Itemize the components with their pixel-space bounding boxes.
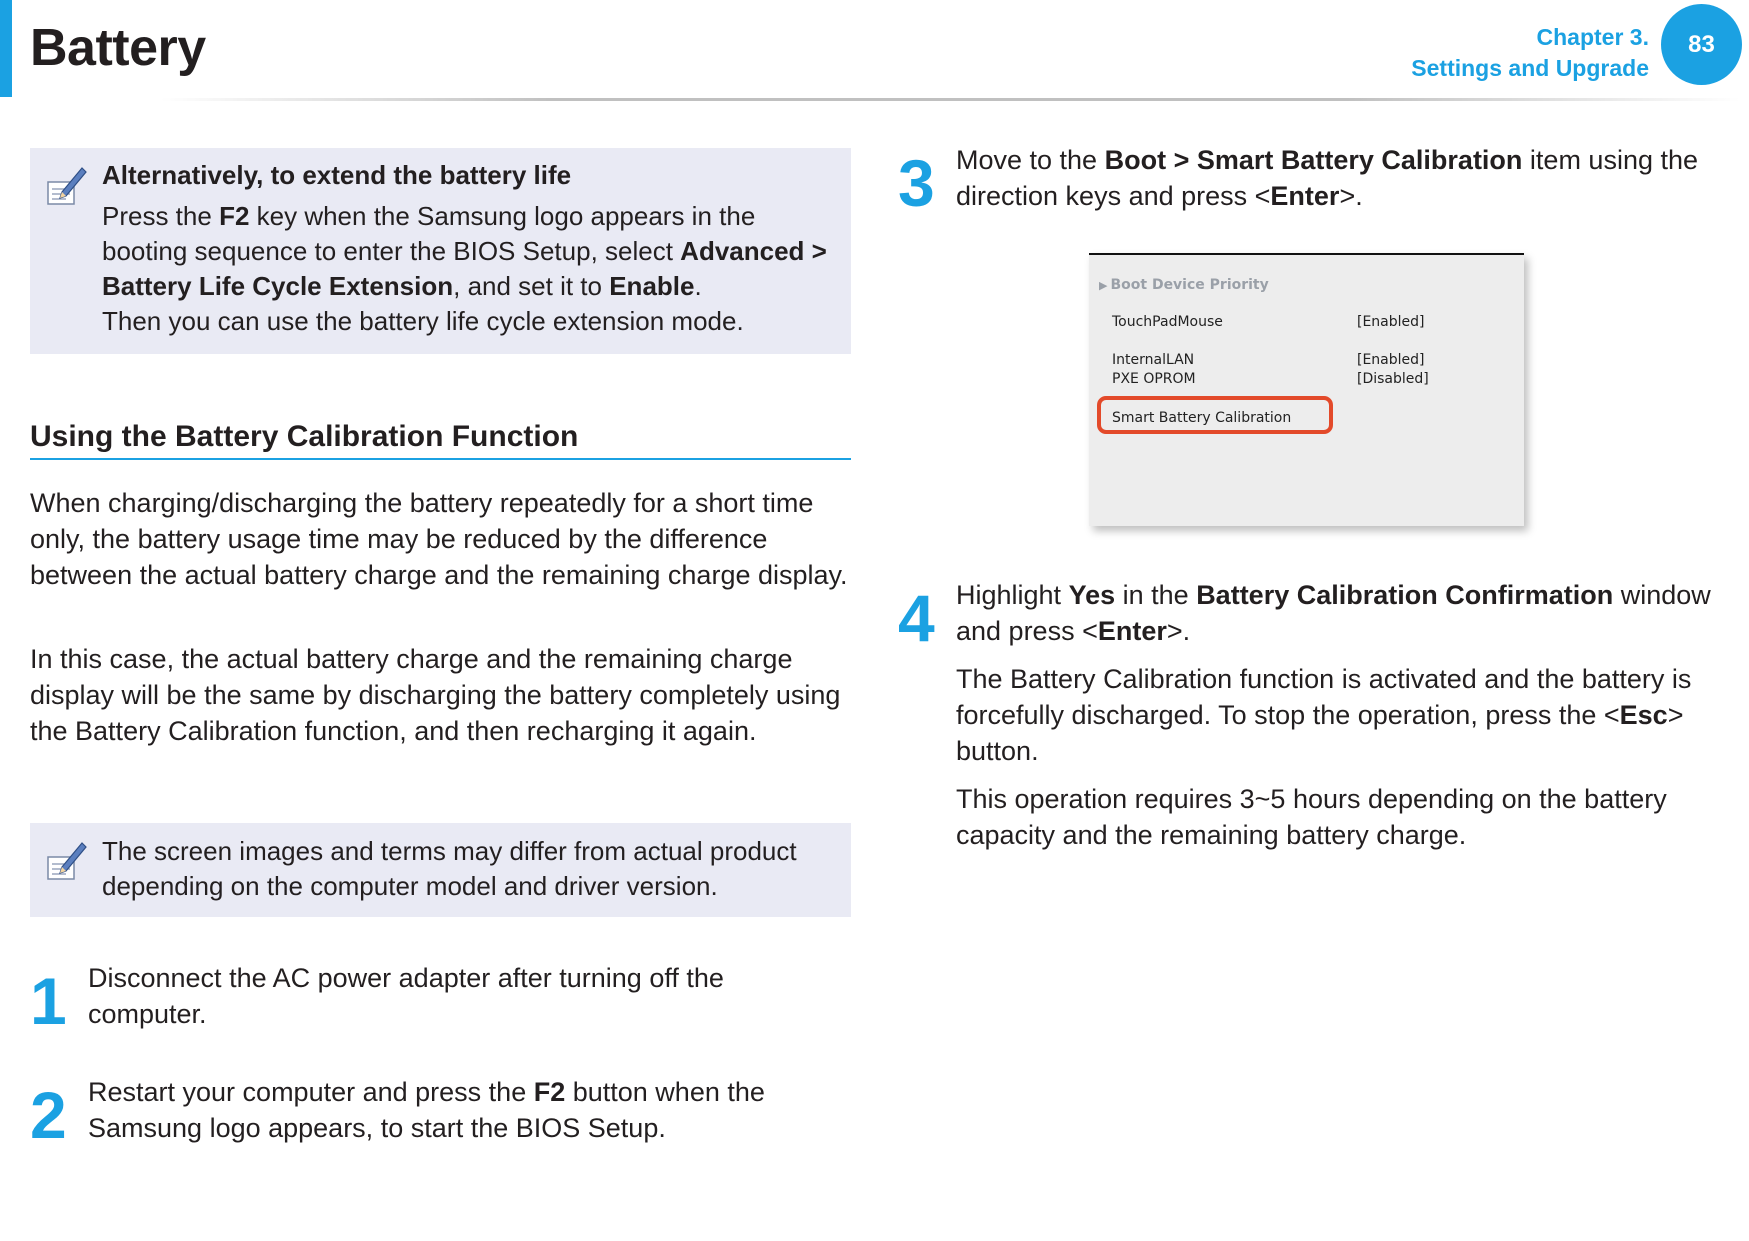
bios-smart-battery-calibration-item[interactable]: Smart Battery Calibration (1112, 410, 1292, 426)
page-title: Battery (30, 19, 206, 77)
tip-note-text-2: Then you can use the battery life cycle extension mode. (102, 306, 744, 336)
chapter-name: Settings and Upgrade (1411, 55, 1649, 81)
bios-row-label: TouchPadMouse (1112, 314, 1223, 330)
step-number: 4 (898, 581, 935, 655)
bios-row-value: [Enabled] (1357, 314, 1425, 330)
header-accent-bar (0, 0, 12, 97)
tip-note-content (102, 158, 831, 339)
step-text (956, 577, 1736, 865)
disclaimer-note-text: The screen images and terms may differ from actual product depending on the computer model and driver version. (102, 836, 797, 901)
chapter-number: Chapter 3. (1536, 24, 1649, 50)
step-4-description: The Battery Calibration function is activated and the battery is forcefully discharged. To stop the operation, press the <Esc> button. (956, 664, 1692, 766)
section-paragraph-2: In this case, the actual battery charge and the remaining charge display will be the same by discharging the battery completely using the Battery Calibration function, and then recharging it again. (30, 644, 841, 746)
bios-row-value: [Disabled] (1357, 371, 1429, 387)
section-paragraph-1: When charging/discharging the battery repeatedly for a short time only, the battery usage time may be reduced by the difference between the actual battery charge and the remaining charge display. (30, 488, 848, 590)
header-divider (160, 98, 1740, 101)
step-4-duration-note: This operation requires 3~5 hours depending on the battery capacity and the remaining battery charge. (956, 784, 1667, 850)
page-number-badge: 83 (1661, 4, 1742, 85)
bios-row-label: InternalLAN (1112, 352, 1195, 368)
triangle-right-icon: ▶ (1099, 279, 1108, 292)
step-text: Disconnect the AC power adapter after turning off the computer. (88, 963, 724, 1029)
section-heading: Using the Battery Calibration Function (30, 420, 851, 460)
step-4-instruction: Highlight Yes in the Battery Calibration Confirmation window and press <Enter>. (956, 580, 1711, 646)
bios-screenshot (1089, 253, 1524, 526)
step-number: 3 (898, 146, 935, 220)
bios-row-label: PXE OPROM (1112, 371, 1196, 387)
step-number: 1 (30, 964, 67, 1038)
pencil-note-icon (44, 162, 88, 208)
step-text: Move to the Boot > Smart Battery Calibration item using the direction keys and press <Enter>. (956, 145, 1699, 211)
tip-note-box (30, 148, 851, 354)
bios-section-header: ▶ Boot Device Priority (1099, 277, 1269, 293)
chapter-label (1411, 22, 1649, 84)
pencil-note-icon (44, 837, 88, 883)
disclaimer-note-box (30, 823, 851, 917)
bios-row-value: [Enabled] (1357, 352, 1425, 368)
tip-note-heading: Alternatively, to extend the battery life (102, 160, 572, 190)
tip-note-text: Press the F2 key when the Samsung logo appears in the booting sequence to enter the BIOS Setup, select Advanced > Battery Life Cycle Extension, and set it to Enable. (102, 201, 827, 301)
step-number: 2 (30, 1078, 67, 1152)
step-text: Restart your computer and press the F2 button when the Samsung logo appears, to start the BIOS Setup. (88, 1077, 765, 1143)
